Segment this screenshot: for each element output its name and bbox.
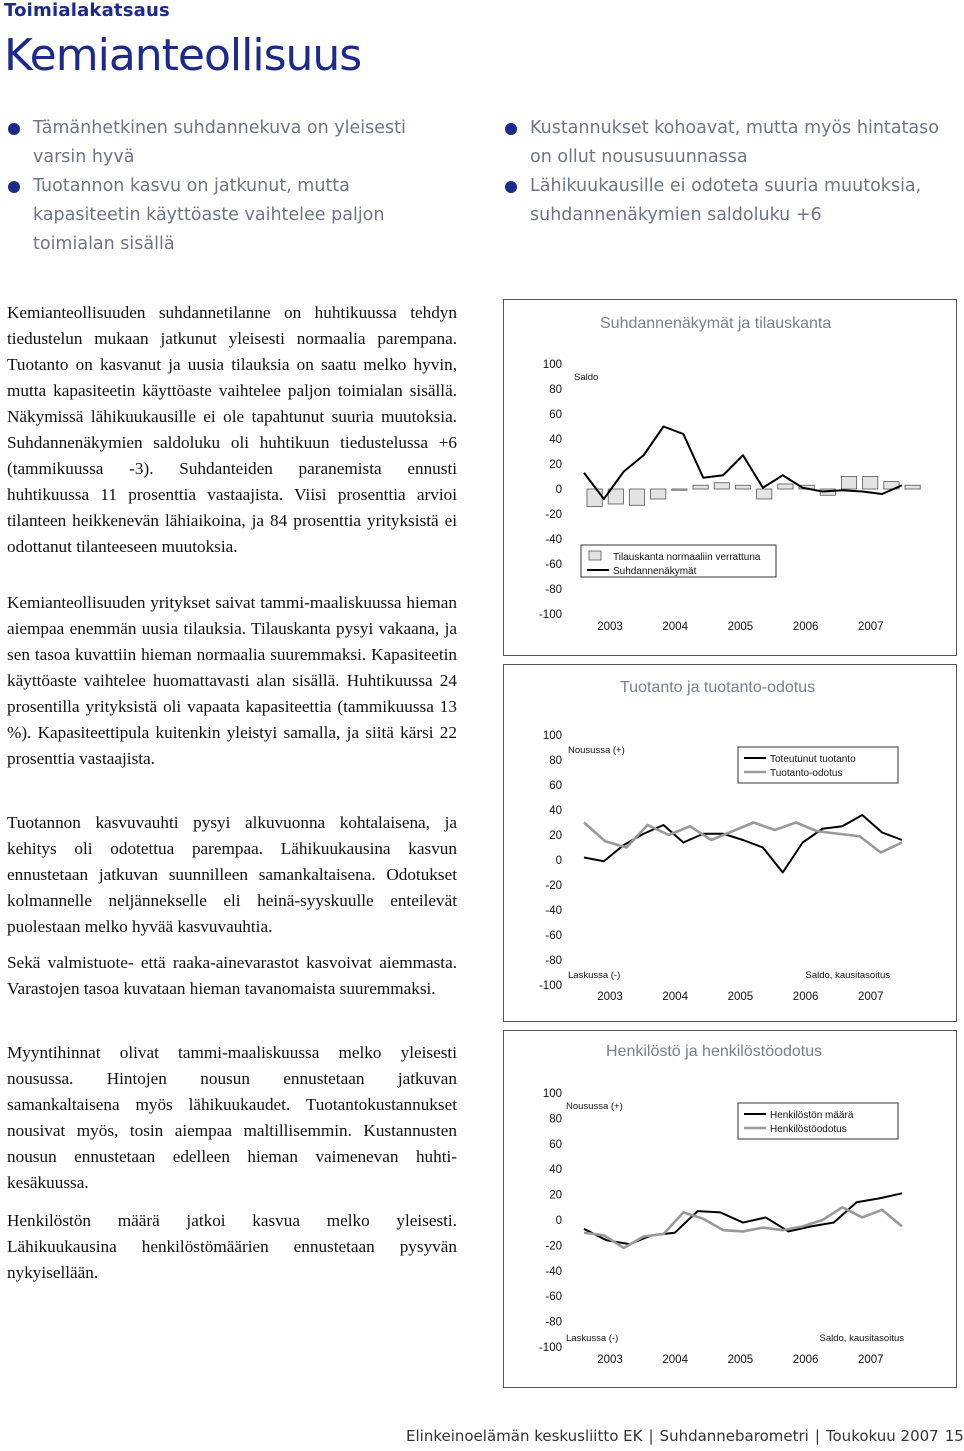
x-tick-label: 2005 <box>727 1354 754 1366</box>
x-tick-label: 2004 <box>662 621 688 633</box>
y-tick-label: 60 <box>549 1138 562 1151</box>
x-tick-label: 2006 <box>792 991 819 1003</box>
page-number: 15 <box>944 1427 964 1445</box>
chart-plot <box>504 665 956 1021</box>
x-tick-label: 2005 <box>727 991 754 1003</box>
y-tick-label: -100 <box>538 609 562 621</box>
y-tick-label: -80 <box>545 1316 562 1329</box>
x-tick-label: 2004 <box>662 991 688 1003</box>
y-tick-label: 80 <box>549 1113 562 1126</box>
chart-annotation: Saldo <box>574 372 599 383</box>
x-tick-label: 2004 <box>662 1354 688 1366</box>
y-tick-label: 100 <box>542 730 562 742</box>
x-tick-label: 2007 <box>858 991 884 1003</box>
y-tick-label: -100 <box>538 1342 562 1354</box>
y-tick-label: -80 <box>545 584 562 596</box>
legend-label: Toteutunut tuotanto <box>770 754 856 765</box>
y-tick-label: -60 <box>545 1291 562 1304</box>
chart-bar <box>778 484 793 489</box>
y-tick-label: 20 <box>549 830 562 842</box>
y-tick-label: 40 <box>549 434 562 446</box>
page-footer <box>406 1427 964 1445</box>
legend-label: Henkilöstön määrä <box>770 1110 854 1121</box>
chart-title: Suhdannenäkymät ja tilauskanta <box>600 315 832 332</box>
y-tick-label: -20 <box>545 1240 562 1253</box>
chart-annotation: Laskussa (-) <box>568 970 621 981</box>
x-tick-label: 2006 <box>792 621 819 633</box>
y-tick-label: -40 <box>545 534 562 546</box>
chart-bar <box>863 477 878 490</box>
chart-bar <box>693 485 708 489</box>
chart-annotation: Nousussa (+) <box>566 1101 623 1112</box>
legend-label: Henkilöstöodotus <box>770 1124 847 1135</box>
chart-bar <box>587 489 602 507</box>
y-tick-label: 80 <box>549 755 562 767</box>
chart-bar <box>735 485 750 489</box>
x-tick-label: 2003 <box>597 1354 623 1366</box>
chart-bar <box>629 489 644 505</box>
footer-separator: | <box>648 1427 654 1445</box>
chart-title: Tuotanto ja tuotanto-odotus <box>620 679 816 696</box>
bullet-item: Lähikuukausille ei odoteta suuria muutoksia, suhdannenäkymien saldoluku +6 <box>502 172 952 230</box>
chart-annotation: Nousussa (+) <box>568 745 625 756</box>
y-tick-label: 20 <box>549 459 562 471</box>
chart-annotation: Saldo, kausitasoitus <box>819 1333 904 1344</box>
legend-swatch <box>589 551 601 560</box>
paragraph: Henkilöstön määrä jatkoi kasvua melko yleisesti. Lähikuukausina henkilöstömäärien ennustetaan pysyvän nykyisellään. <box>7 1211 457 1282</box>
y-tick-label: 40 <box>549 805 562 817</box>
chart-series-line <box>584 1207 902 1248</box>
chart-annotation: Saldo, kausitasoitus <box>805 970 890 981</box>
chart-plot <box>504 1031 956 1387</box>
y-tick-label: -80 <box>545 955 562 967</box>
x-tick-label: 2006 <box>792 1354 819 1366</box>
y-tick-label: -60 <box>545 559 562 571</box>
paragraph: Sekä valmistuote- että raaka-ainevarastot kasvoivat aiemmasta. Varastojen tasoa kuvataan hieman tavanomaista suuremmaksi. <box>7 953 457 998</box>
x-tick-label: 2007 <box>858 1354 884 1366</box>
chart-bar <box>651 489 666 499</box>
y-tick-label: 60 <box>549 409 562 421</box>
chart-annotation: Laskussa (-) <box>566 1333 619 1344</box>
bullet-item: Tuotannon kasvu on jatkunut, mutta kapasiteetin käyttöaste vaihtelee paljon toimialan sisällä <box>5 172 425 259</box>
chart-series-line <box>584 823 902 853</box>
paragraph: Kemianteollisuuden yritykset saivat tammi-maaliskuussa hieman aiempaa enemmän uusia tilauksia. Tilauskanta pysyi vakaana, ja sen tasoa kuvattiin hieman normaalia suuremmaksi. Kapasiteetin käyttöaste vaihtelee huomattavasti alan sisällä. Huhtikuussa 24 prosentilla yrityksistä oli vapaata kapasiteettia (tammikuussa 13 %). Kapasiteettipula kuitenkin yleistyi samalla, ja siitä kärsi 22 prosenttia vastaajista. <box>7 593 457 768</box>
y-tick-label: 0 <box>555 855 562 867</box>
legend-label: Suhdannenäkymät <box>613 566 697 577</box>
footer-org: Elinkeinoelämän keskusliitto EK <box>406 1427 643 1445</box>
y-tick-label: -40 <box>545 1265 562 1278</box>
bullet-list-left <box>5 114 425 259</box>
section-tag: Toimialakatsaus <box>4 0 170 21</box>
page-title: Kemianteollisuus <box>4 30 362 81</box>
paragraph: Tuotannon kasvuvauhti pysyi alkuvuonna kohtalaisena, ja kehitys oli odotettua parempaa. Lähikuukausina kasvun ennustetaan jatkuvan suunnilleen samankaltaisena. Odotukset kolmannelle neljännekselle eli heinä-syyskuulle enteilevät puolestaan melko hyvää kasvuvauhtia. <box>7 813 457 936</box>
chart-production <box>503 664 957 1022</box>
x-tick-label: 2005 <box>727 621 754 633</box>
footer-publication: Suhdannebarometri <box>659 1427 809 1445</box>
chart-bar <box>757 489 772 499</box>
bullet-list-right <box>502 114 952 230</box>
y-tick-label: -20 <box>545 509 562 521</box>
y-tick-label: 0 <box>555 1215 562 1227</box>
y-tick-label: -40 <box>545 905 562 917</box>
legend-label: Tuotanto-odotus <box>770 768 843 779</box>
chart-personnel <box>503 1030 957 1388</box>
footer-issue: Toukokuu 2007 <box>825 1427 939 1445</box>
chart-bar <box>841 477 856 490</box>
bullet-item: Tämänhetkinen suhdannekuva on yleisesti varsin hyvä <box>5 114 425 172</box>
footer-separator: | <box>814 1427 820 1445</box>
x-tick-label: 2003 <box>597 991 623 1003</box>
y-tick-label: 100 <box>542 359 562 371</box>
bullet-item: Kustannukset kohoavat, mutta myös hintataso on ollut noususuunnassa <box>502 114 952 172</box>
paragraph: Kemianteollisuuden suhdannetilanne on huhtikuussa tehdyn tiedustelun mukaan jatkunut yleisesti normaalia parempana. Tuotanto on kasvanut ja uusia tilauksia on saatu melko hyvin, mutta kapasiteetin käyttöaste vaihtelee paljon toimialan sisällä. Näkymissä lähikuukausille ei ole tapahtunut suuria muutoksia. Suhdannenäkymien saldoluku oli huhtikuun tiedustelussa +6 (tammikuussa -3). Suhdanteiden paranemista ennusti huhtikuussa 11 prosenttia vastaajista. Viisi prosenttia arvioi tilanteen heikkenevän lähiaikoina, ja 84 prosenttia yrityksistä ei odottanut tilanteeseen muutoksia. <box>7 303 457 556</box>
x-tick-label: 2003 <box>597 621 623 633</box>
y-tick-label: -20 <box>545 880 562 892</box>
chart-bar <box>672 489 687 490</box>
chart-title: Henkilöstö ja henkilöstöodotus <box>606 1043 823 1060</box>
y-tick-label: -100 <box>538 980 562 992</box>
chart-series-line <box>584 1193 902 1244</box>
y-tick-label: -60 <box>545 930 562 942</box>
legend-label: Tilauskanta normaaliin verrattuna <box>613 552 761 563</box>
y-tick-label: 60 <box>549 780 562 792</box>
y-tick-label: 20 <box>549 1189 562 1202</box>
paragraph: Myyntihinnat olivat tammi-maaliskuussa melko yleisesti nousussa. Hintojen nousun ennustetaan jatkuvan samankaltaisena myös lähikuukaudet. Tuotantokustannukset nousivat myös, tosin aiempaa maltillisemmin. Kustannusten nousun ennustetaan edelleen hieman vaimenevan huhti-kesäkuussa. <box>7 1043 457 1192</box>
y-tick-label: 100 <box>542 1088 562 1100</box>
chart-plot <box>504 300 956 655</box>
y-tick-label: 40 <box>549 1164 562 1177</box>
chart-order-outlook <box>503 299 957 656</box>
x-tick-label: 2007 <box>858 621 884 633</box>
y-tick-label: 80 <box>549 384 562 396</box>
y-tick-label: 0 <box>555 484 562 496</box>
chart-bar <box>905 485 920 489</box>
chart-bar <box>714 483 729 489</box>
